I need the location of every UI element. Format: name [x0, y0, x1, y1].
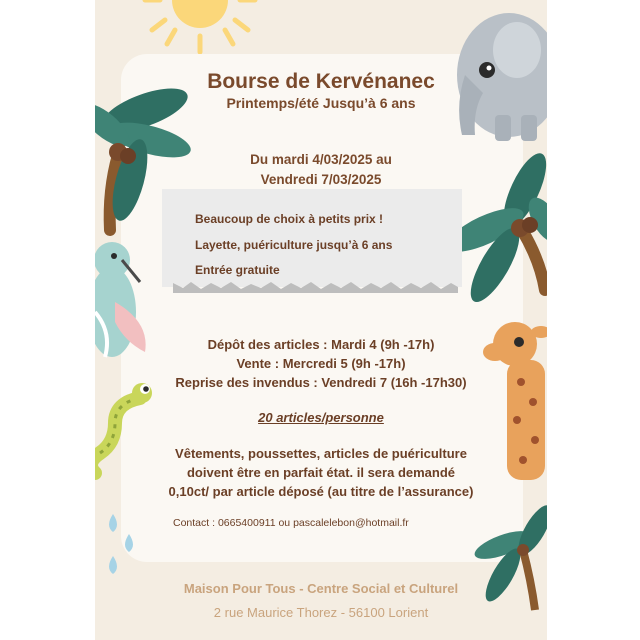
conditions-line: doivent être en parfait état. il sera demandé [186, 465, 456, 480]
highlight-item: Beaucoup de choix à petits prix ! [195, 212, 384, 226]
conditions-line: Vêtements, poussettes, articles de puériculture [175, 446, 467, 461]
date-line: Du mardi 4/03/2025 au [250, 152, 392, 167]
date-line: Vendredi 7/03/2025 [260, 172, 382, 187]
poster-title: Bourse de Kervénanec [207, 70, 435, 93]
organization-name: Maison Pour Tous - Centre Social et Culturel [183, 581, 459, 596]
schedule-line: Reprise des invendus : Vendredi 7 (16h -17h30) [175, 375, 467, 390]
schedule-line: Vente : Mercredi 5 (9h -17h) [236, 356, 406, 371]
article-limit: 20 articles/personne [258, 410, 384, 425]
palm-tree-icon [473, 505, 547, 615]
sun-icon [145, 0, 255, 60]
torn-edge [173, 279, 458, 295]
contact-info: Contact : 0665400911 ou pascalelebon@hotmail.fr [173, 517, 409, 529]
organization-address: 2 rue Maurice Thorez - 56100 Lorient [213, 605, 429, 620]
snake-icon [95, 378, 165, 478]
poster-subtitle: Printemps/été Jusqu’à 6 ans [226, 95, 416, 111]
highlight-item: Layette, puériculture jusqu’à 6 ans [195, 238, 393, 252]
event-poster [95, 0, 547, 640]
highlight-item: Entrée gratuite [195, 263, 280, 277]
conditions-line: 0,10ct/ par article déposé (au titre de l’assurance) [168, 484, 474, 499]
raindrops-icon [103, 510, 153, 580]
schedule-line: Dépôt des articles : Mardi 4 (9h -17h) [207, 337, 435, 352]
